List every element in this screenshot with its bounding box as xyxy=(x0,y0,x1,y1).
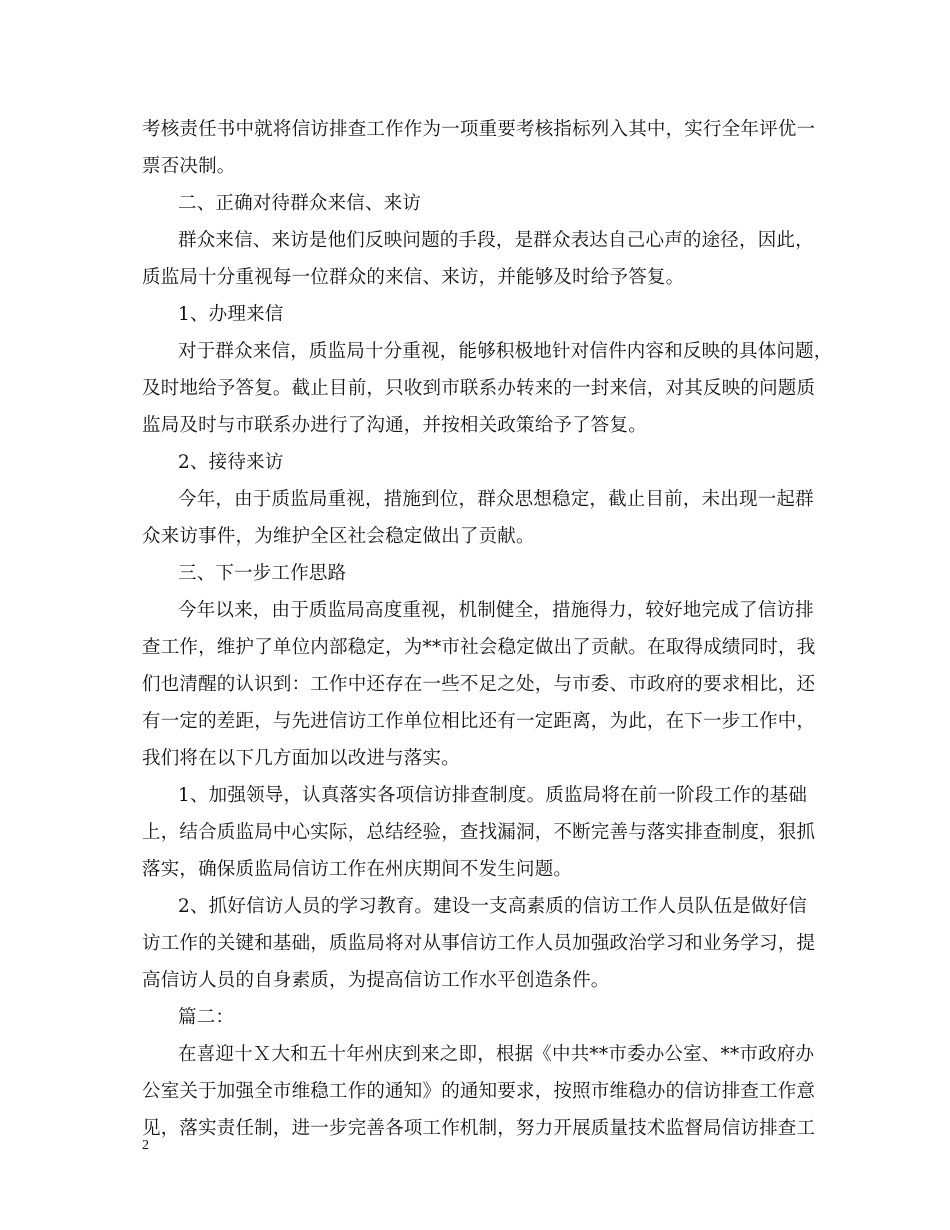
text-line: 我们将在以下几方面加以改进与落实。 xyxy=(142,748,460,769)
subsection-heading: 2、接待来访 xyxy=(178,452,284,473)
text-line: 公室关于加强全市维稳工作的通知》的通知要求，按照市维稳办的信访排查工作意 xyxy=(142,1081,816,1102)
text-line: 众来访事件，为维护全区社会稳定做出了贡献。 xyxy=(142,526,535,547)
text-line: 票否决制。 xyxy=(142,156,236,177)
text-line: 上，结合质监局中心实际，总结经验，查找漏洞，不断完善与落实排查制度，狠抓 xyxy=(142,822,816,843)
text-line: 见，落实责任制，进一步完善各项工作机制，努力开展质量技术监督局信访排查工 xyxy=(142,1118,816,1139)
text-line: 访工作的关键和基础，质监局将对从事信访工作人员加强政治学习和业务学习，提 xyxy=(142,933,816,954)
text-line: 有一定的差距，与先进信访工作单位相比还有一定距离，为此，在下一步工作中， xyxy=(142,711,816,732)
subsection-heading: 1、办理来信 xyxy=(178,304,284,325)
text-line: 落实，确保质监局信访工作在州庆期间不发生问题。 xyxy=(142,859,573,880)
text-line: 及时地给予答复。截止目前，只收到市联系办转来的一封来信，对其反映的问题质 xyxy=(142,378,816,399)
section-heading: 篇二： xyxy=(178,1007,235,1028)
text-line: 1、加强领导，认真落实各项信访排查制度。质监局将在前一阶段工作的基础 xyxy=(178,785,808,806)
text-line: 质监局十分重视每一位群众的来信、来访，并能够及时给予答复。 xyxy=(142,267,685,288)
page-number: 2 xyxy=(142,1138,149,1153)
text-line: 群众来信、来访是他们反映问题的手段，是群众表达自己心声的途径，因此， xyxy=(178,230,814,251)
text-line: 2、抓好信访人员的学习教育。建设一支高素质的信访工作人员队伍是做好信 xyxy=(178,896,808,917)
section-heading: 二、正确对待群众来信、来访 xyxy=(178,193,422,214)
text-line: 考核责任书中就将信访排查工作作为一项重要考核指标列入其中，实行全年评优一 xyxy=(142,119,816,140)
text-line: 在喜迎十Ｘ大和五十年州庆到来之即，根据《中共**市委办公室、**市政府办 xyxy=(178,1044,815,1065)
section-heading: 三、下一步工作思路 xyxy=(178,563,347,584)
text-line: 们也清醒的认识到：工作中还存在一些不足之处，与市委、市政府的要求相比，还 xyxy=(142,674,816,695)
text-line: 高信访人员的自身素质，为提高信访工作水平创造条件。 xyxy=(142,970,610,991)
text-line: 查工作，维护了单位内部稳定，为**市社会稳定做出了贡献。在取得成绩同时，我 xyxy=(142,637,816,658)
text-line: 今年以来，由于质监局高度重视，机制健全，措施得力，较好地完成了信访排 xyxy=(178,600,814,621)
text-line: 监局及时与市联系办进行了沟通，并按相关政策给予了答复。 xyxy=(142,415,647,436)
text-line: 今年，由于质监局重视，措施到位，群众思想稳定，截止目前，未出现一起群 xyxy=(178,489,814,510)
text-line: 对于群众来信，质监局十分重视，能够积极地针对信件内容和反映的具体问题， xyxy=(178,341,833,362)
